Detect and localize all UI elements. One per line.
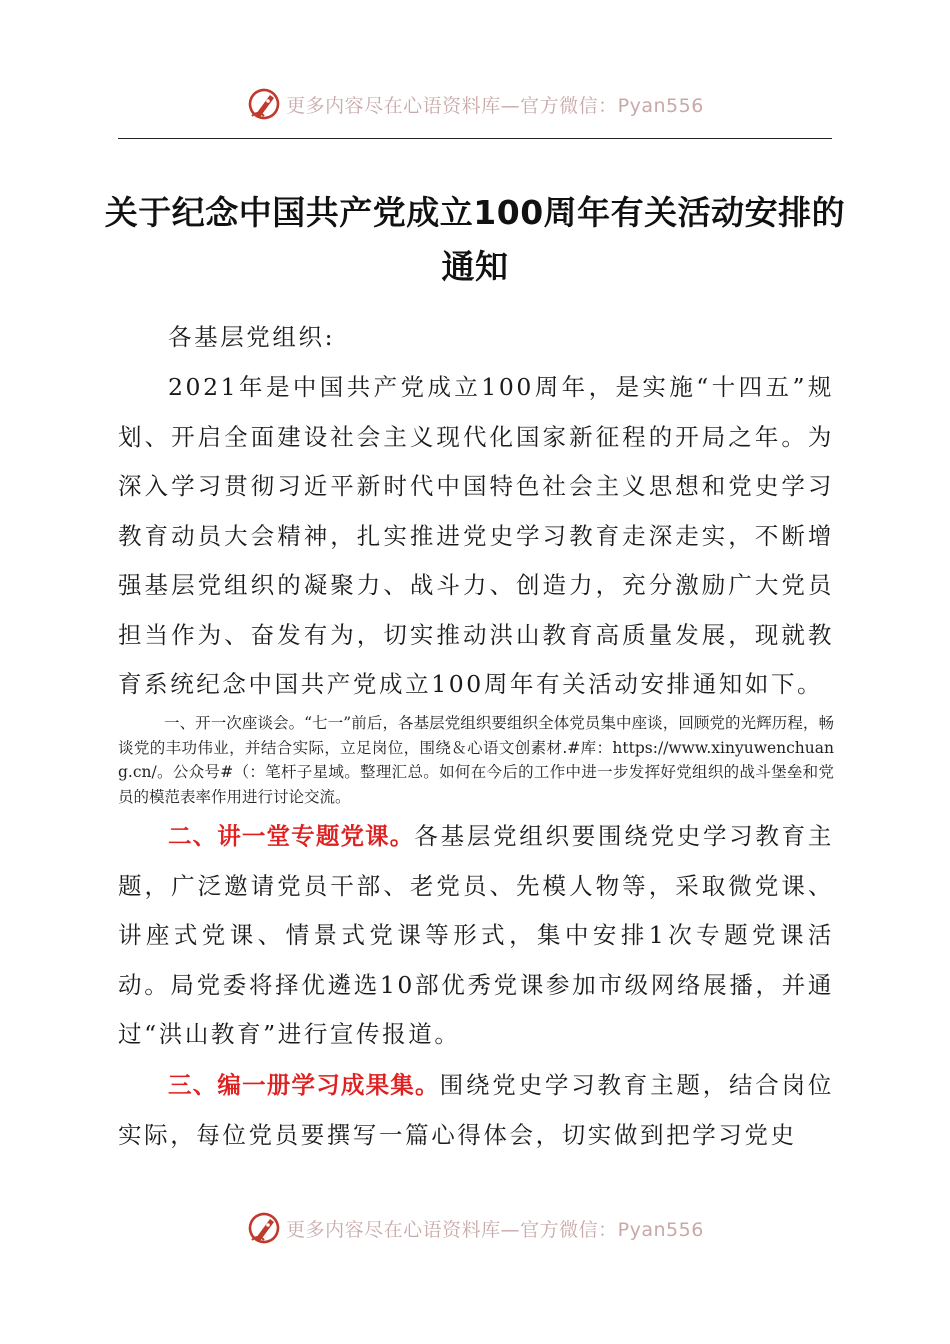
intro-paragraph: 2021年是中国共产党成立100周年，是实施“十四五”规划、开启全面建设社会主义现代化国家新征程的开局之年。为深入学习贯彻习近平新时代中国特色社会主义思想和党史学习教育动员大会精神，扎实推进党史学习教育走深走实，不断增强基层党组织的凝聚力、战斗力、创造力，充分激励广大党员担当作为、奋发有为，切实推动洪山教育高质量发展，现就教育系统纪念中国共产党成立100周年有关活动安排通知如下。 (118, 373, 834, 698)
item-two-body: 各基层党组织要围绕党史学习教育主题，广泛邀请党员干部、老党员、先模人物等，采取微党课、讲座式党课、情景式党课等形式，集中安排1次专题党课活动。局党委将择优遴选10部优秀党课参加市级网络展播，并通过“洪山教育”进行宣传报道。 (118, 822, 834, 1048)
item-three-paragraph (118, 1061, 834, 1160)
item-three-body: 围绕党史学习教育主题，结合岗位实际，每位党员要撰写一篇心得体会，切实做到把学习党史 (118, 1071, 835, 1149)
item-two-heading: 二、讲一堂专题党课。 (168, 822, 415, 850)
footer-watermark-banner (0, 1208, 950, 1248)
pen-nib-icon (246, 86, 282, 122)
item-two-paragraph (118, 812, 834, 1060)
banner-text: 更多内容尽在心语资料库—官方微信：Pyan556 (286, 1218, 704, 1241)
banner-text: 更多内容尽在心语资料库—官方微信：Pyan556 (286, 94, 704, 117)
header-watermark-banner (0, 84, 950, 124)
salutation: 各基层党组织: (168, 323, 336, 351)
header-rule (118, 138, 832, 139)
item-one-paragraph: 一、开一次座谈会。“七一”前后，各基层党组织要组织全体党员集中座谈，回顾党的光辉历程，畅谈党的丰功伟业，并结合实际，立足岗位，围绕＆心语文创素材.#库：https://www.xinyuwenchuang.cn/。公众号#（：笔杆子星域。整理汇总。如何在今后的工作中进一步发挥好党组织的战斗堡垒和党员的模范表率作用进行讨论交流。 (118, 714, 834, 806)
document-title: 关于纪念中国共产党成立100周年有关活动安排的通知 (104, 193, 846, 286)
item-three-heading: 三、编一册学习成果集。 (168, 1071, 440, 1099)
pen-nib-icon (246, 1210, 282, 1246)
